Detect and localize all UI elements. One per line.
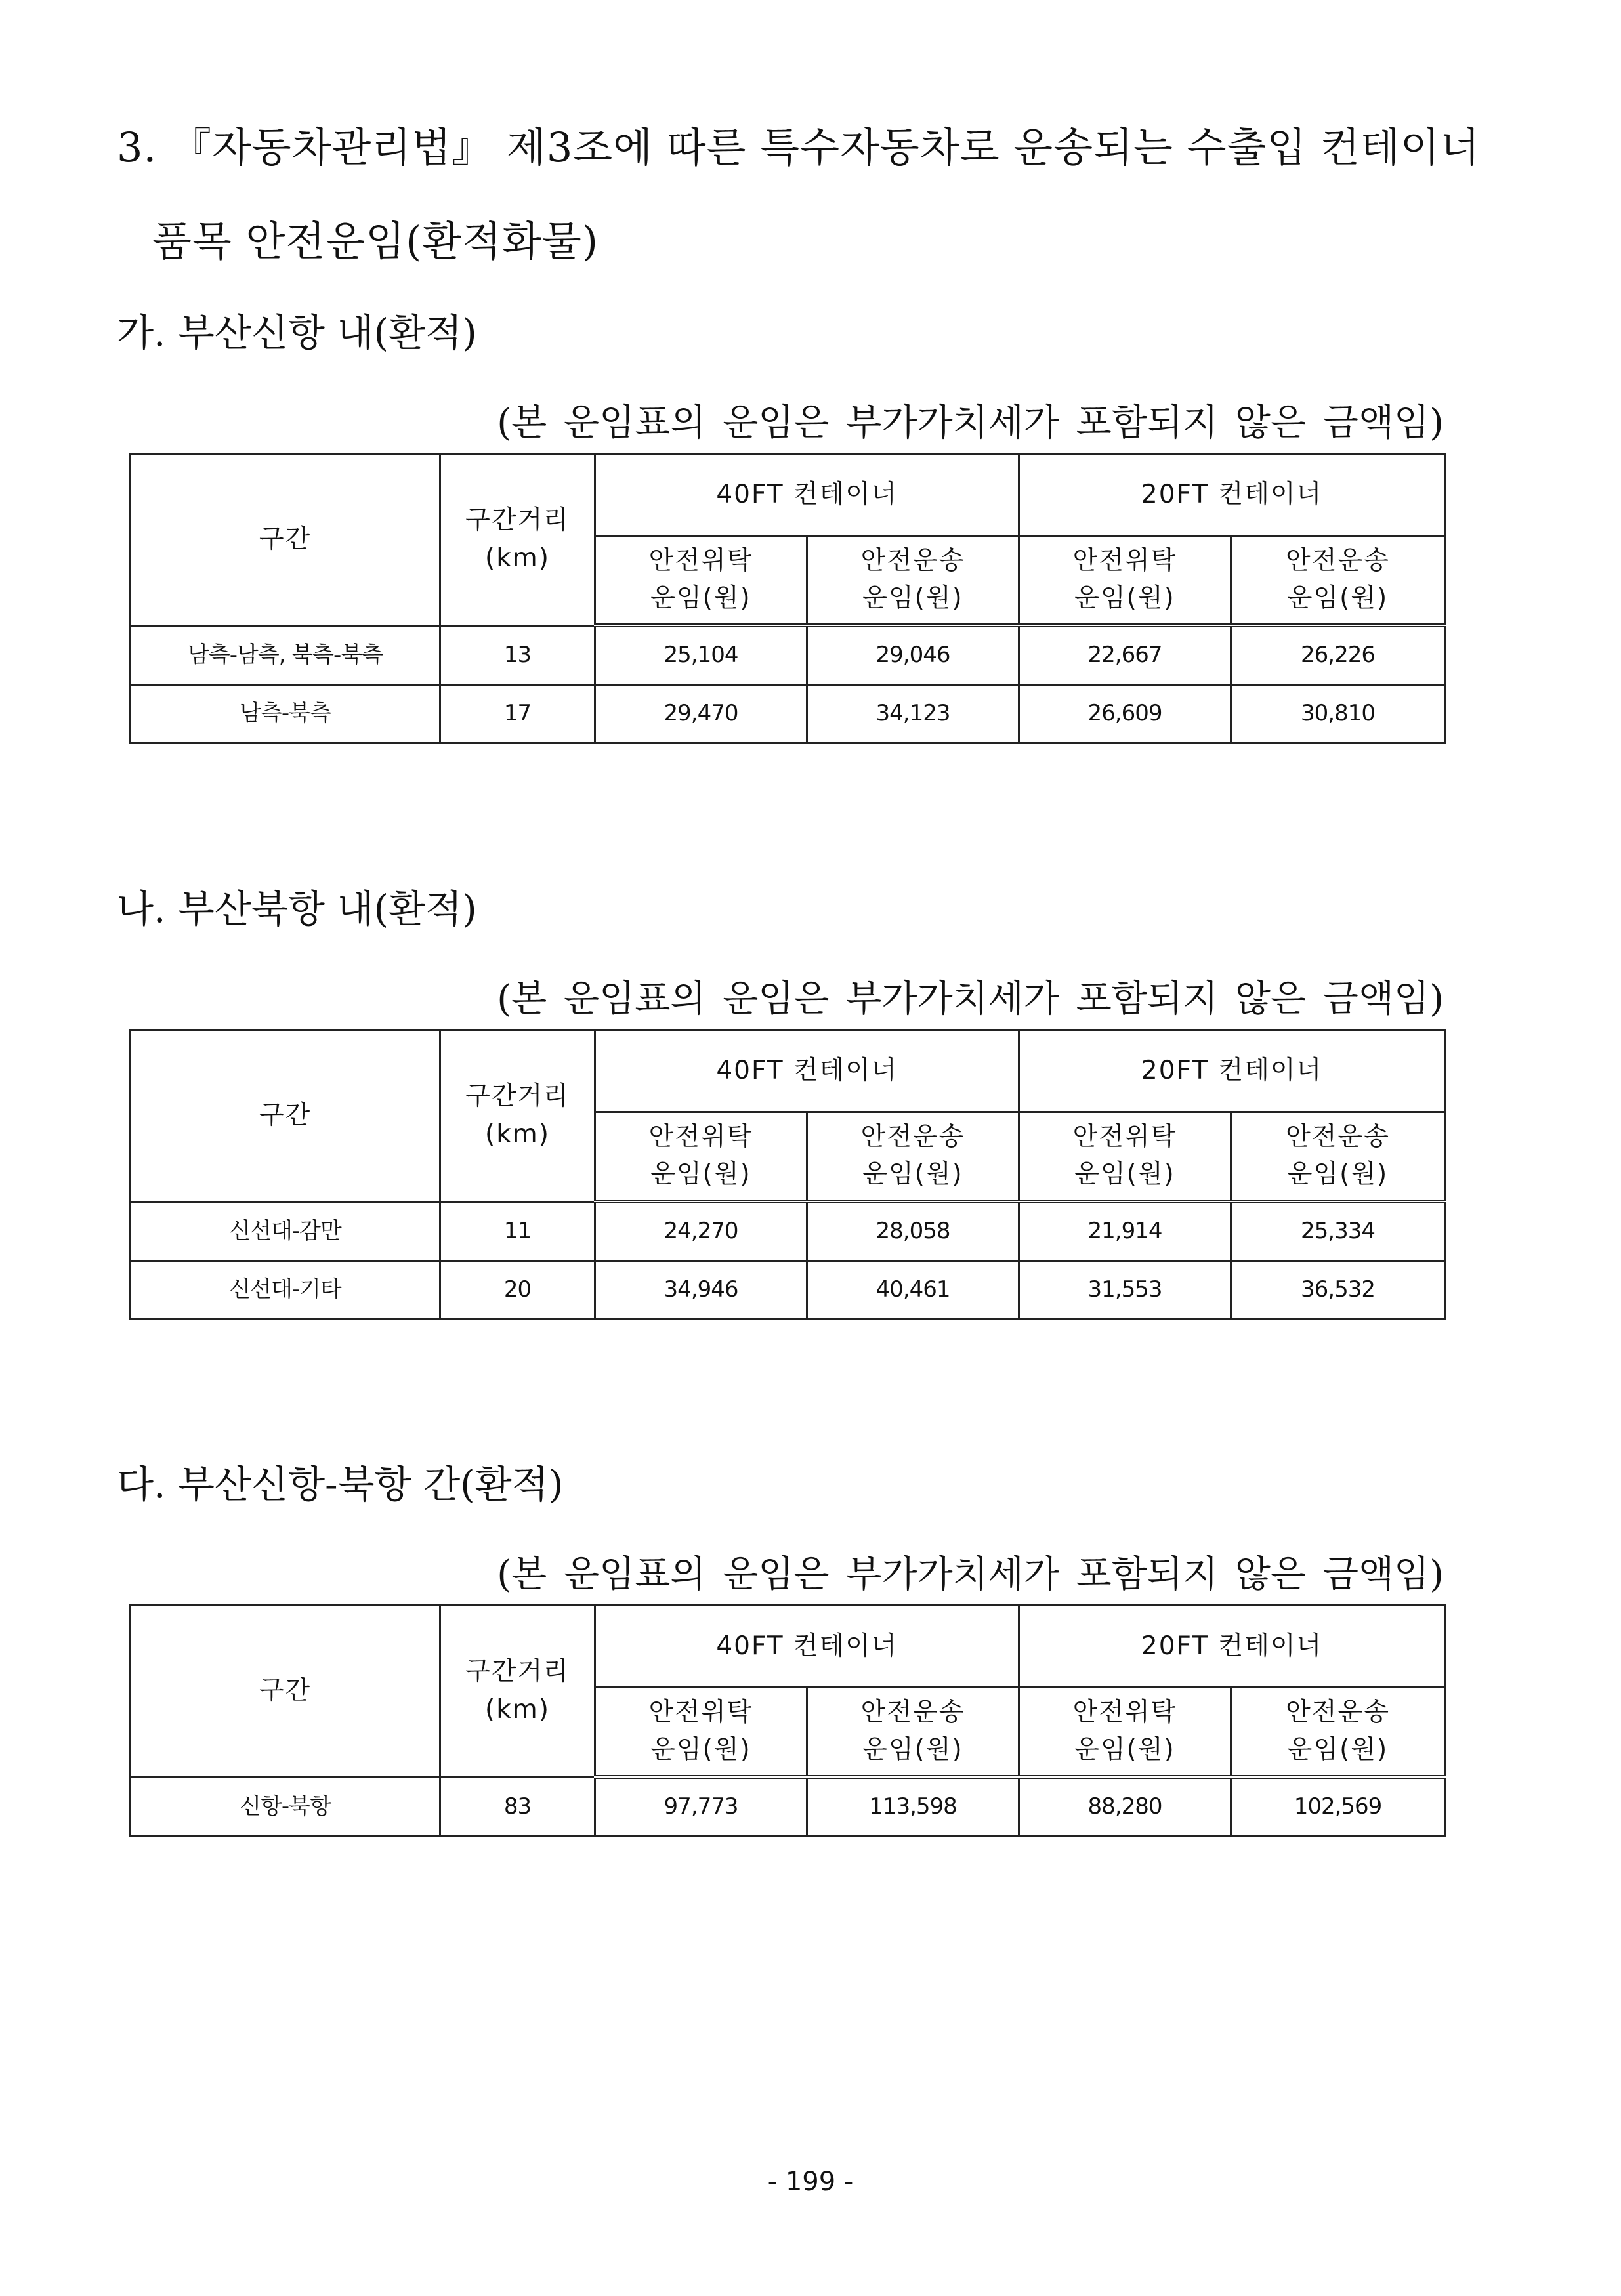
header-transport-line2: 운임(원) bbox=[1287, 1735, 1389, 1764]
cell-40ft-transport: 34,123 bbox=[807, 685, 1019, 743]
header-transport-line1: 안전운송 bbox=[1286, 1122, 1390, 1152]
page-number: - 199 - bbox=[767, 2167, 854, 2197]
cell-40ft-consign: 24,270 bbox=[595, 1201, 807, 1261]
cell-20ft-consign: 31,553 bbox=[1019, 1261, 1231, 1320]
cell-20ft-consign: 88,280 bbox=[1019, 1777, 1231, 1837]
header-section: 구간 bbox=[131, 454, 440, 626]
vat-note-b: (본 운임표의 운임은 부가가치세가 포함되지 않은 금액임) bbox=[497, 978, 1444, 1020]
section-heading-c: 다. 부산신항-북항 간(환적) bbox=[117, 1462, 564, 1507]
cell-section: 신선대-기타 bbox=[131, 1261, 440, 1320]
cell-40ft-consign: 29,470 bbox=[595, 685, 807, 743]
cell-section: 남측-북측 bbox=[131, 685, 440, 743]
cell-section: 신선대-감만 bbox=[131, 1201, 440, 1261]
header-20ft-transport bbox=[1231, 1688, 1445, 1778]
cell-section: 남측-남측, 북측-북측 bbox=[131, 625, 440, 685]
cell-40ft-consign: 97,773 bbox=[595, 1777, 807, 1837]
header-40ft-transport bbox=[807, 1688, 1019, 1778]
header-distance bbox=[440, 1606, 595, 1778]
cell-40ft-transport: 113,598 bbox=[807, 1777, 1019, 1837]
cell-20ft-transport: 25,334 bbox=[1231, 1201, 1445, 1261]
header-40ft: 40FT 컨테이너 bbox=[595, 1606, 1019, 1688]
header-consign-line2: 운임(원) bbox=[650, 583, 751, 613]
vat-note-a: (본 운임표의 운임은 부가가치세가 포함되지 않은 금액임) bbox=[497, 402, 1444, 444]
header-section: 구간 bbox=[131, 1606, 440, 1778]
header-consign-line2: 운임(원) bbox=[1074, 583, 1175, 613]
header-transport-line2: 운임(원) bbox=[862, 1159, 963, 1189]
header-consign-line2: 운임(원) bbox=[1074, 1735, 1175, 1764]
header-transport-line1: 안전운송 bbox=[860, 1698, 965, 1728]
header-distance-label: 구간거리 bbox=[465, 505, 570, 535]
header-transport-line2: 운임(원) bbox=[862, 583, 963, 613]
header-consign-line2: 운임(원) bbox=[1074, 1159, 1175, 1189]
header-distance-label: 구간거리 bbox=[465, 1656, 570, 1686]
header-20ft-consign bbox=[1019, 1688, 1231, 1778]
header-section: 구간 bbox=[131, 1030, 440, 1202]
header-consign-line1: 안전위탁 bbox=[648, 1122, 753, 1152]
table-row bbox=[131, 1261, 1445, 1320]
header-40ft-consign bbox=[595, 536, 807, 626]
header-consign-line1: 안전위탁 bbox=[1072, 1698, 1177, 1728]
document-title-line-2: 품목 안전운임(환적화물) bbox=[152, 217, 599, 265]
header-20ft: 20FT 컨테이너 bbox=[1019, 454, 1445, 536]
cell-20ft-consign: 22,667 bbox=[1019, 625, 1231, 685]
header-20ft: 20FT 컨테이너 bbox=[1019, 1030, 1445, 1112]
header-transport-line2: 운임(원) bbox=[862, 1735, 963, 1764]
header-40ft: 40FT 컨테이너 bbox=[595, 1030, 1019, 1112]
cell-section: 신항-북항 bbox=[131, 1777, 440, 1837]
header-distance-label: 구간거리 bbox=[465, 1081, 570, 1111]
header-consign-line1: 안전위탁 bbox=[1072, 1122, 1177, 1152]
cell-distance: 17 bbox=[440, 685, 595, 743]
header-40ft-transport bbox=[807, 536, 1019, 626]
table-row bbox=[131, 1201, 1445, 1261]
cell-20ft-transport: 26,226 bbox=[1231, 625, 1445, 685]
header-consign-line1: 안전위탁 bbox=[648, 1698, 753, 1728]
cell-40ft-consign: 25,104 bbox=[595, 625, 807, 685]
header-40ft: 40FT 컨테이너 bbox=[595, 454, 1019, 536]
cell-40ft-transport: 28,058 bbox=[807, 1201, 1019, 1261]
header-20ft-consign bbox=[1019, 1112, 1231, 1202]
cell-distance: 20 bbox=[440, 1261, 595, 1320]
header-transport-line1: 안전운송 bbox=[1286, 1698, 1390, 1728]
rate-table-b bbox=[129, 1029, 1446, 1320]
cell-20ft-transport: 30,810 bbox=[1231, 685, 1445, 743]
header-40ft-consign bbox=[595, 1688, 807, 1778]
header-distance-unit: (km) bbox=[484, 543, 550, 574]
table-row bbox=[131, 685, 1445, 743]
header-transport-line1: 안전운송 bbox=[860, 546, 965, 576]
header-40ft-transport bbox=[807, 1112, 1019, 1202]
header-consign-line2: 운임(원) bbox=[650, 1735, 751, 1764]
header-consign-line1: 안전위탁 bbox=[648, 546, 753, 576]
cell-20ft-transport: 36,532 bbox=[1231, 1261, 1445, 1320]
document-title-line-1: 3. 『자동차관리법』 제3조에 따른 특수자동차로 운송되는 수출입 컨테이너 bbox=[117, 123, 1481, 171]
cell-20ft-consign: 21,914 bbox=[1019, 1201, 1231, 1261]
table-row bbox=[131, 1777, 1445, 1837]
header-distance bbox=[440, 1030, 595, 1202]
header-consign-line2: 운임(원) bbox=[650, 1159, 751, 1189]
header-consign-line1: 안전위탁 bbox=[1072, 546, 1177, 576]
header-transport-line2: 운임(원) bbox=[1287, 583, 1389, 613]
cell-20ft-consign: 26,609 bbox=[1019, 685, 1231, 743]
header-transport-line1: 안전운송 bbox=[1286, 546, 1390, 576]
cell-distance: 13 bbox=[440, 625, 595, 685]
header-transport-line1: 안전운송 bbox=[860, 1122, 965, 1152]
rate-table-a bbox=[129, 453, 1446, 744]
cell-40ft-transport: 29,046 bbox=[807, 625, 1019, 685]
rate-table-c bbox=[129, 1604, 1446, 1837]
header-40ft-consign bbox=[595, 1112, 807, 1202]
cell-40ft-transport: 40,461 bbox=[807, 1261, 1019, 1320]
cell-20ft-transport: 102,569 bbox=[1231, 1777, 1445, 1837]
table-row bbox=[131, 625, 1445, 685]
cell-40ft-consign: 34,946 bbox=[595, 1261, 807, 1320]
header-20ft-transport bbox=[1231, 1112, 1445, 1202]
header-20ft-transport bbox=[1231, 536, 1445, 626]
section-heading-a: 가. 부산신항 내(환적) bbox=[117, 310, 477, 355]
header-distance bbox=[440, 454, 595, 626]
header-20ft-consign bbox=[1019, 536, 1231, 626]
cell-distance: 83 bbox=[440, 1777, 595, 1837]
header-distance-unit: (km) bbox=[484, 1695, 550, 1725]
cell-distance: 11 bbox=[440, 1201, 595, 1261]
vat-note-c: (본 운임표의 운임은 부가가치세가 포함되지 않은 금액임) bbox=[497, 1553, 1444, 1596]
header-20ft: 20FT 컨테이너 bbox=[1019, 1606, 1445, 1688]
header-distance-unit: (km) bbox=[484, 1119, 550, 1150]
section-heading-b: 나. 부산북항 내(환적) bbox=[117, 887, 477, 931]
header-transport-line2: 운임(원) bbox=[1287, 1159, 1389, 1189]
